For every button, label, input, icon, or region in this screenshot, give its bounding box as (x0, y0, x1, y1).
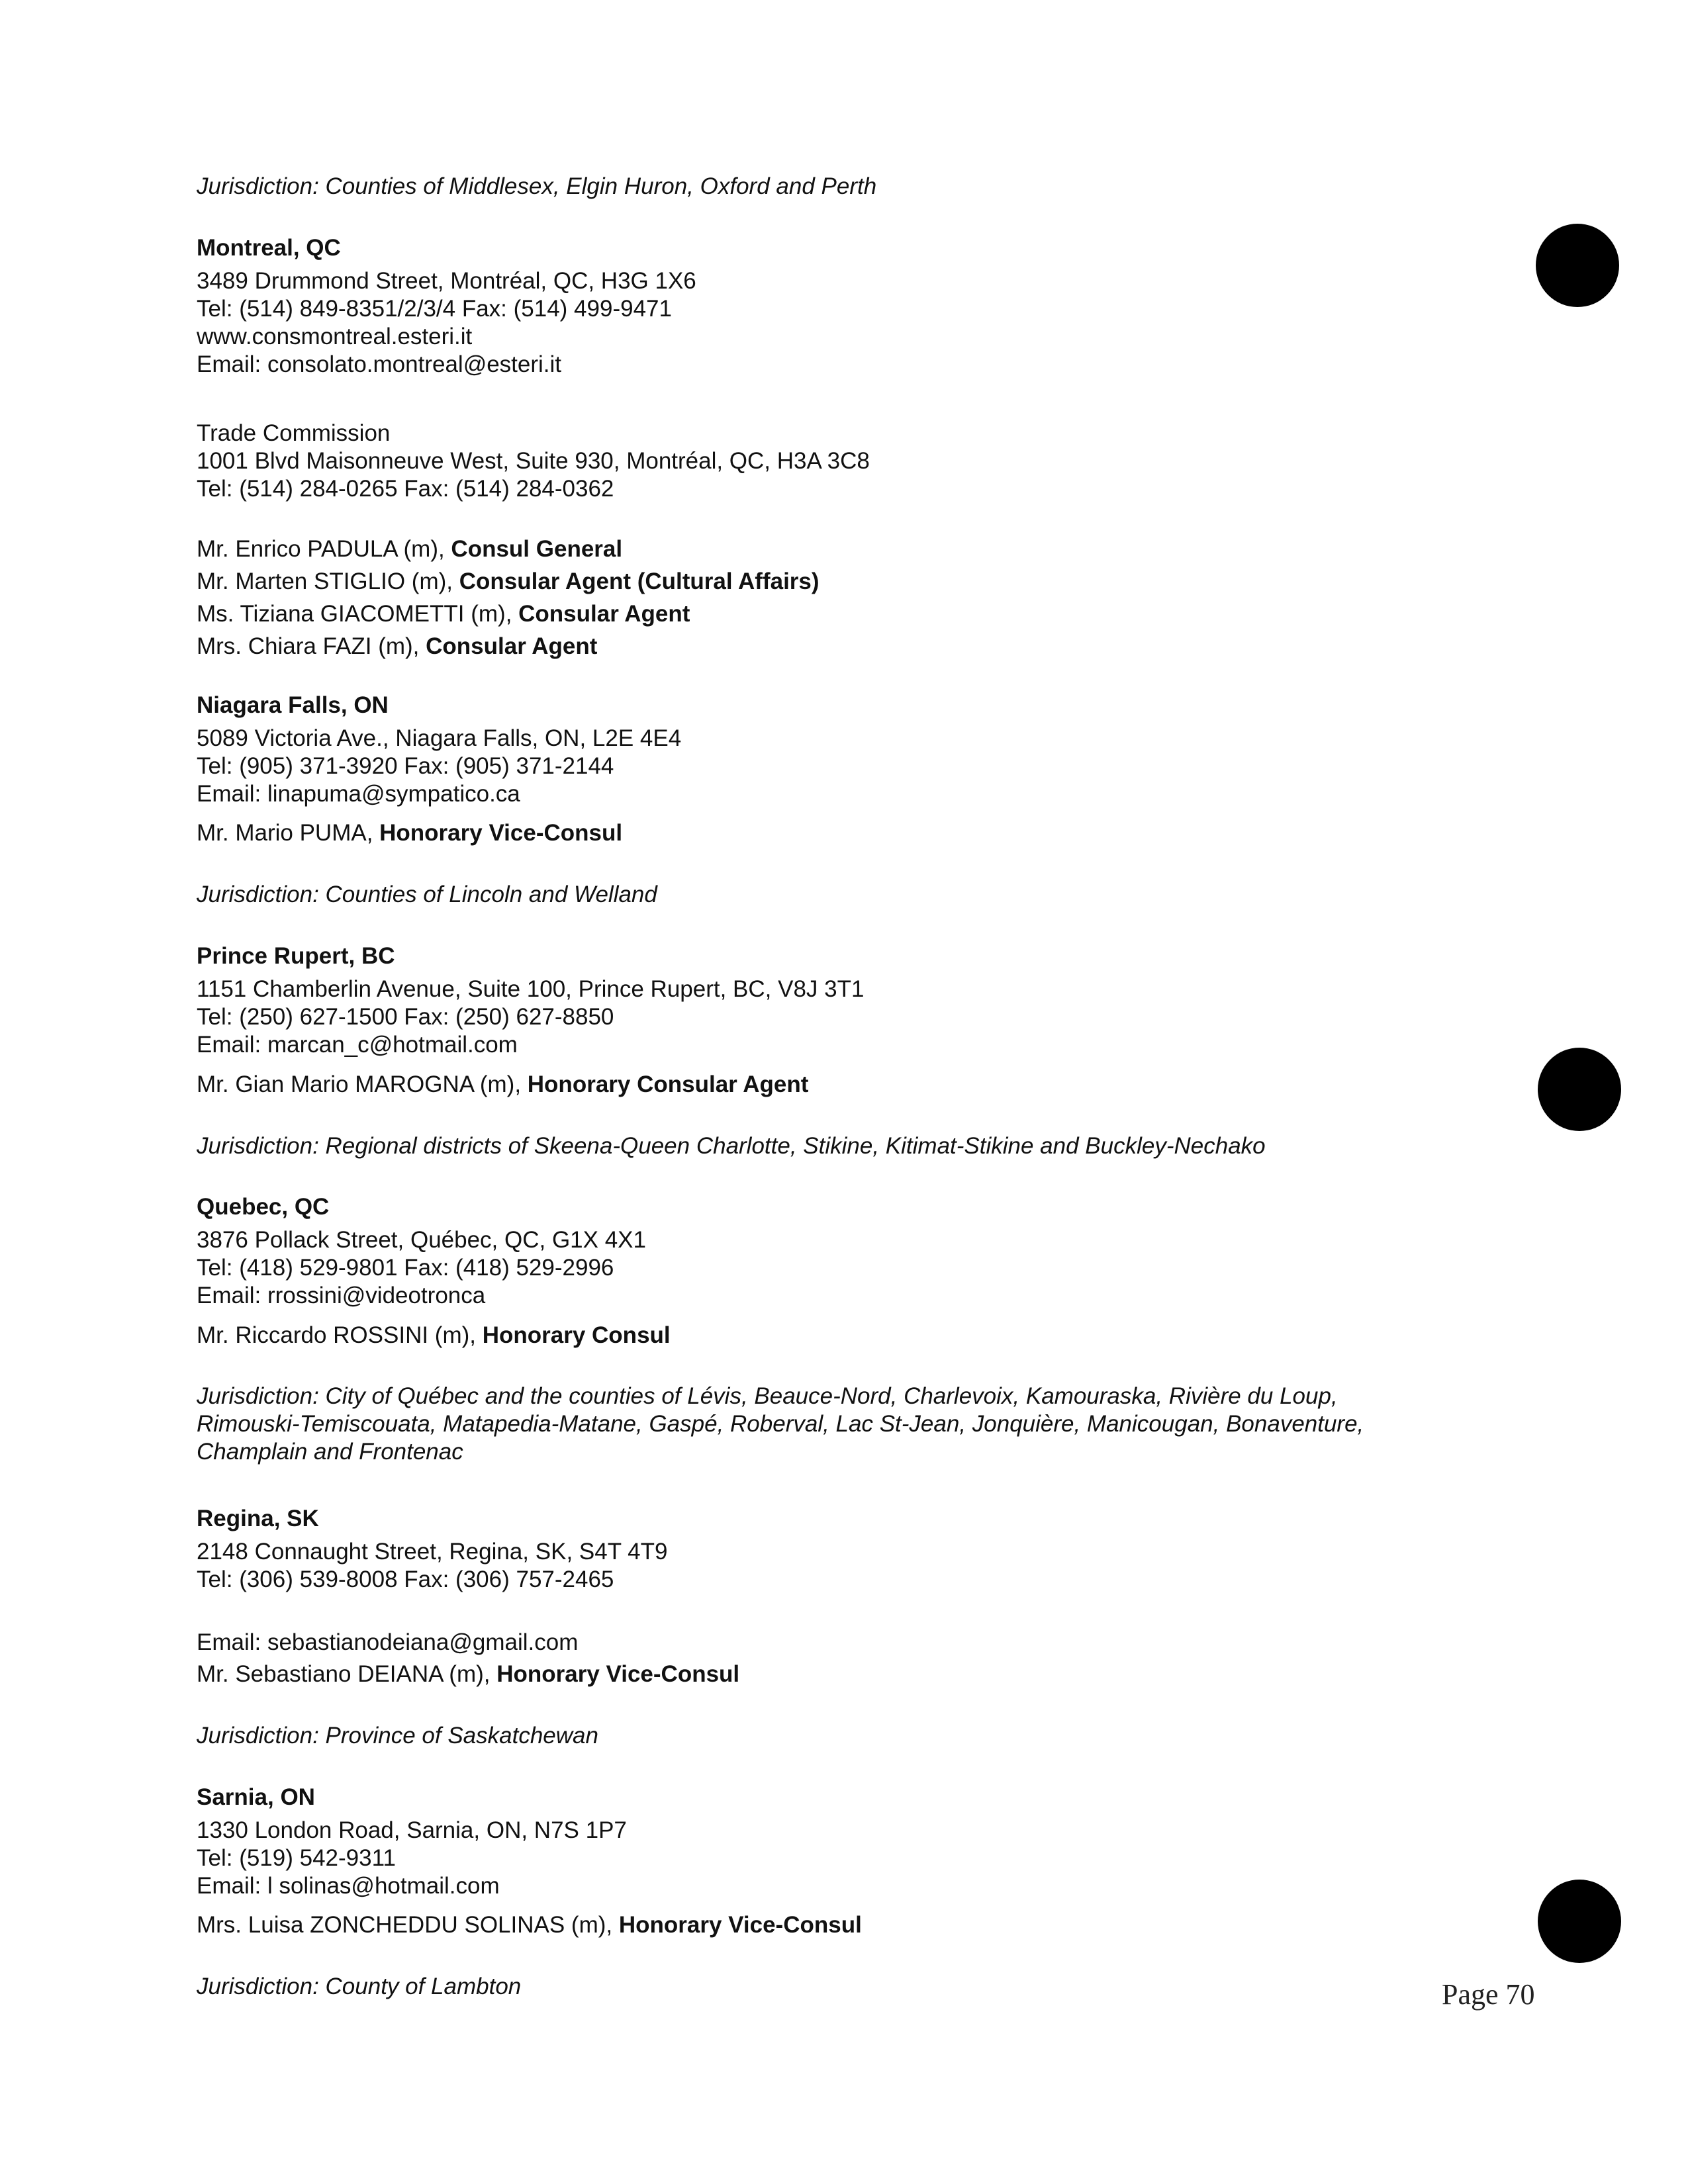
niagara-email: Email: linapuma@sympatico.ca (197, 781, 520, 807)
quebec-jurisdiction-line-2: Rimouski-Temiscouata, Matapedia-Matane, Gaspé, Roberval, Lac St-Jean, Jonquière, Manicougan, Bonaventure, (197, 1411, 1364, 1437)
staff-line (197, 1321, 671, 1349)
staff-title: Consul General (451, 536, 623, 562)
staff-name: Mrs. Luisa ZONCHEDDU SOLINAS (m), (197, 1912, 619, 1938)
prince-rupert-address: 1151 Chamberlin Avenue, Suite 100, Prince Rupert, BC, V8J 3T1 (197, 976, 865, 1002)
prince-rupert-heading: Prince Rupert, BC (197, 943, 395, 969)
regina-heading: Regina, SK (197, 1506, 319, 1531)
quebec-heading: Quebec, QC (197, 1194, 330, 1220)
regina-jurisdiction: Jurisdiction: Province of Saskatchewan (197, 1723, 598, 1749)
intro-jurisdiction: Jurisdiction: Counties of Middlesex, Elgin Huron, Oxford and Perth (197, 173, 877, 199)
montreal-heading: Montreal, QC (197, 235, 341, 261)
staff-line (197, 632, 597, 660)
sarnia-jurisdiction: Jurisdiction: County of Lambton (197, 1974, 522, 1999)
staff-line (197, 1660, 739, 1688)
staff-title: Consular Agent (426, 633, 598, 659)
montreal-tel: Tel: (514) 849-8351/2/3/4 Fax: (514) 499-9471 (197, 296, 672, 322)
staff-name: Mr. Riccardo ROSSINI (m), (197, 1322, 483, 1348)
staff-title: Honorary Consular Agent (527, 1071, 809, 1097)
niagara-heading: Niagara Falls, ON (197, 692, 389, 718)
staff-title: Honorary Vice-Consul (496, 1661, 740, 1687)
quebec-email: Email: rrossini@videotronca (197, 1283, 486, 1308)
trade-commission-title: Trade Commission (197, 420, 391, 446)
staff-line (197, 535, 622, 563)
niagara-tel: Tel: (905) 371-3920 Fax: (905) 371-2144 (197, 753, 614, 779)
staff-line (197, 1070, 808, 1099)
punch-hole (1536, 224, 1619, 307)
prince-rupert-email: Email: marcan_c@hotmail.com (197, 1032, 518, 1058)
sarnia-tel: Tel: (519) 542-9311 (197, 1845, 396, 1871)
niagara-address: 5089 Victoria Ave., Niagara Falls, ON, L2E 4E4 (197, 725, 682, 751)
sarnia-address: 1330 London Road, Sarnia, ON, N7S 1P7 (197, 1817, 627, 1843)
staff-title: Honorary Vice-Consul (618, 1912, 862, 1938)
staff-line (197, 567, 820, 596)
staff-line (197, 600, 690, 628)
quebec-jurisdiction-line-3: Champlain and Frontenac (197, 1439, 463, 1465)
prince-rupert-jurisdiction: Jurisdiction: Regional districts of Skeena-Queen Charlotte, Stikine, Kitimat-Stikine and Buckley-Nechako (197, 1133, 1266, 1159)
staff-line (197, 819, 622, 847)
staff-name: Mr. Marten STIGLIO (m), (197, 569, 459, 594)
staff-name: Ms. Tiziana GIACOMETTI (m), (197, 601, 519, 627)
staff-title: Honorary Consul (482, 1322, 671, 1348)
regina-email: Email: sebastianodeiana@gmail.com (197, 1629, 579, 1655)
staff-name: Mrs. Chiara FAZI (m), (197, 633, 426, 659)
sarnia-email: Email: l solinas@hotmail.com (197, 1873, 500, 1899)
staff-title: Consular Agent (Cultural Affairs) (459, 569, 820, 594)
staff-name: Mr. Mario PUMA, (197, 820, 380, 846)
staff-name: Mr. Enrico PADULA (m), (197, 536, 451, 562)
regina-tel: Tel: (306) 539-8008 Fax: (306) 757-2465 (197, 1567, 614, 1592)
staff-title: Consular Agent (518, 601, 690, 627)
staff-line (197, 1911, 862, 1939)
staff-title: Honorary Vice-Consul (379, 820, 623, 846)
montreal-email: Email: consolato.montreal@esteri.it (197, 351, 562, 377)
staff-name: Mr. Gian Mario MAROGNA (m), (197, 1071, 528, 1097)
punch-hole (1538, 1048, 1621, 1131)
montreal-address: 3489 Drummond Street, Montréal, QC, H3G 1X6 (197, 268, 696, 294)
trade-commission-tel: Tel: (514) 284-0265 Fax: (514) 284-0362 (197, 476, 614, 502)
page-number: Page 70 (1442, 1978, 1535, 2011)
regina-address: 2148 Connaught Street, Regina, SK, S4T 4T9 (197, 1539, 668, 1565)
prince-rupert-tel: Tel: (250) 627-1500 Fax: (250) 627-8850 (197, 1004, 614, 1030)
trade-commission-address: 1001 Blvd Maisonneuve West, Suite 930, Montréal, QC, H3A 3C8 (197, 448, 870, 474)
quebec-jurisdiction-line-1: Jurisdiction: City of Québec and the counties of Lévis, Beauce-Nord, Charlevoix, Kamouraska, Rivière du Loup, (197, 1383, 1338, 1409)
quebec-address: 3876 Pollack Street, Québec, QC, G1X 4X1 (197, 1227, 646, 1253)
montreal-web: www.consmontreal.esteri.it (197, 324, 473, 349)
niagara-jurisdiction: Jurisdiction: Counties of Lincoln and Welland (197, 882, 657, 907)
punch-hole (1538, 1880, 1621, 1963)
staff-name: Mr. Sebastiano DEIANA (m), (197, 1661, 497, 1687)
sarnia-heading: Sarnia, ON (197, 1784, 315, 1810)
quebec-tel: Tel: (418) 529-9801 Fax: (418) 529-2996 (197, 1255, 614, 1281)
